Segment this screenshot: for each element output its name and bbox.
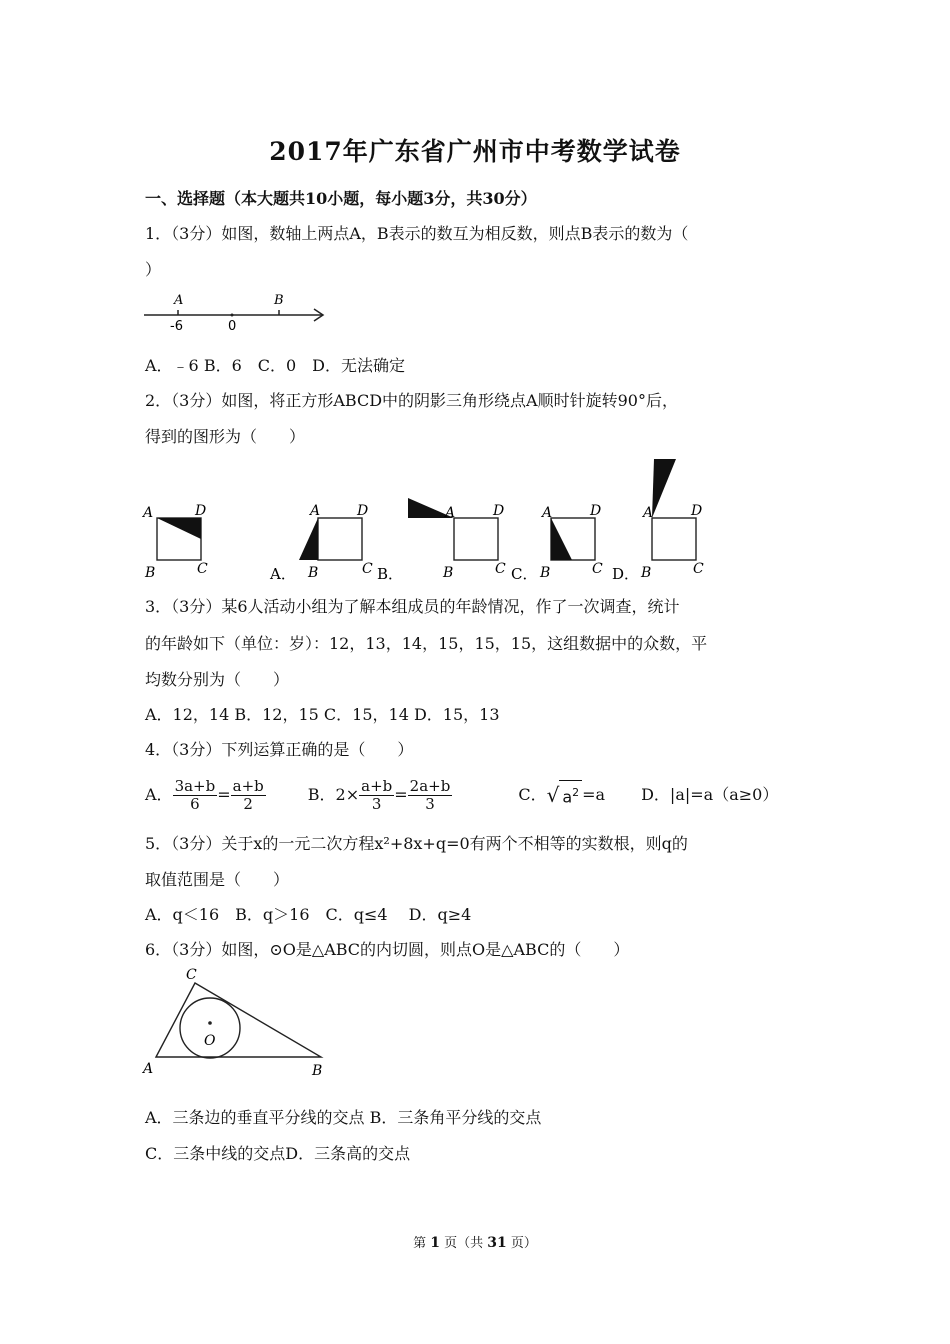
svg-text:D: D xyxy=(590,503,602,519)
q4-option-a-frac1: $\frac{3a+b}{6}$ xyxy=(174,776,216,813)
q2-option-a: A． xyxy=(270,565,296,583)
incircle xyxy=(180,998,240,1058)
q6-label-a: A xyxy=(143,1061,154,1077)
q2-orig-b: B xyxy=(145,565,156,581)
q6-label-c: C xyxy=(186,967,197,983)
q4-option-c-label: C． xyxy=(518,785,547,804)
svg-text:C: C xyxy=(495,561,506,577)
q1-options: A．﹣6 B．6 C．0 D．无法确定 xyxy=(145,356,406,375)
q2-option-c: C． xyxy=(511,565,538,583)
svg-text:A: A xyxy=(643,505,654,521)
q3-options: A．12，14 B．12，15 C．15，14 D．15，13 xyxy=(145,705,500,724)
page-number: 1 xyxy=(430,1235,440,1251)
sqrt-icon: √ xyxy=(546,783,560,807)
q6-options-line1: A．三条边的垂直平分线的交点 B．三条角平分线的交点 xyxy=(145,1108,542,1127)
q5-options: A．q＜16 B．q＞16 C．q≤4 D．q≥4 xyxy=(145,905,472,924)
q3-stem-line3: 均数分别为（ ） xyxy=(145,670,290,689)
svg-text:B: B xyxy=(443,565,454,581)
q2-stem-line1: 2．（3分）如图，将正方形ABCD中的阴影三角形绕点A顺时针旋转90°后， xyxy=(145,391,678,410)
q5-stem-line1: 5．（3分）关于x的一元二次方程x²+8x+q=0有两个不相等的实数根，则q的 xyxy=(145,834,688,853)
q1-tick-neg6: -6 xyxy=(170,319,183,334)
q4-option-a-frac2: $\frac{a+b}{2}$ xyxy=(232,776,264,813)
q4-option-b-label: B．2× xyxy=(307,785,360,804)
q3-stem-line1: 3．（3分）某6人活动小组为了解本组成员的年龄情况，作了一次调查，统计 xyxy=(145,597,680,616)
svg-text:C: C xyxy=(592,561,603,577)
q2-orig-c: C xyxy=(197,561,208,577)
q2-orig-d: D xyxy=(195,503,207,519)
svg-text:A: A xyxy=(310,503,321,519)
q4-option-b-frac2: $\frac{2a+b}{3}$ xyxy=(409,776,451,813)
svg-text:B: B xyxy=(641,565,652,581)
q6-label-b: B xyxy=(312,1063,323,1079)
q1-tick-0: 0 xyxy=(228,319,237,334)
q1-label-a: A xyxy=(174,293,184,308)
q4-option-d: D．|a|=a（a≥0） xyxy=(641,785,779,804)
page-footer: 第 1 页（共 31 页） xyxy=(413,1235,537,1251)
page-title: 2017年广东省广州市中考数学试卷 xyxy=(269,137,681,166)
q1-number-line-figure xyxy=(140,288,330,334)
q6-label-o: O xyxy=(204,1033,216,1049)
svg-text:B: B xyxy=(540,565,551,581)
svg-text:D: D xyxy=(493,503,505,519)
q2-orig-a: A xyxy=(143,505,154,521)
q3-stem-line2: 的年龄如下（单位：岁）：12，13，14，15，15，15，这组数据中的众数，平 xyxy=(145,634,708,653)
section-heading: 一、选择题（本大题共10小题，每小题3分，共30分） xyxy=(145,189,537,208)
q1-stem-line1: 1．（3分）如图，数轴上两点A，B表示的数互为相反数，则点B表示的数为（ xyxy=(145,224,689,243)
svg-text:C: C xyxy=(362,561,373,577)
svg-text:D: D xyxy=(357,503,369,519)
page-total: 31 xyxy=(487,1235,507,1251)
q2-figures xyxy=(140,455,720,585)
q2-option-b: B． xyxy=(377,565,404,583)
svg-text:C: C xyxy=(693,561,704,577)
svg-text:B: B xyxy=(308,565,319,581)
q4-options: A． $\frac{3a+b}{6}$ = $\frac{a+b}{2}$ B．2× $\frac{a+b}{3}$ = $\frac{2a+b}{3}$ C． √ $a^2$ =a D．|a|=a（a≥0） xyxy=(145,776,779,813)
q1-stem-line2: ） xyxy=(145,260,162,279)
svg-text:A: A xyxy=(542,505,553,521)
q4-option-a-label: A． xyxy=(145,785,173,804)
q2-option-d: D． xyxy=(612,565,640,583)
q1-label-b: B xyxy=(274,293,284,308)
svg-text:D: D xyxy=(691,503,703,519)
q6-incircle-figure xyxy=(138,965,338,1080)
q4-stem: 4．（3分）下列运算正确的是（ ） xyxy=(145,740,414,759)
center-o xyxy=(208,1021,212,1025)
q5-stem-line2: 取值范围是（ ） xyxy=(145,870,290,889)
q6-stem: 6．（3分）如图，⊙O是△ABC的内切圆，则点O是△ABC的（ ） xyxy=(145,940,630,959)
q2-stem-line2: 得到的图形为（ ） xyxy=(145,427,306,446)
svg-text:A: A xyxy=(445,505,456,521)
q4-option-c-radicand: $a^2$ xyxy=(559,780,582,809)
q4-option-b-frac1: $\frac{a+b}{3}$ xyxy=(361,776,393,813)
q6-options-line2: C．三条中线的交点D．三条高的交点 xyxy=(145,1144,411,1163)
